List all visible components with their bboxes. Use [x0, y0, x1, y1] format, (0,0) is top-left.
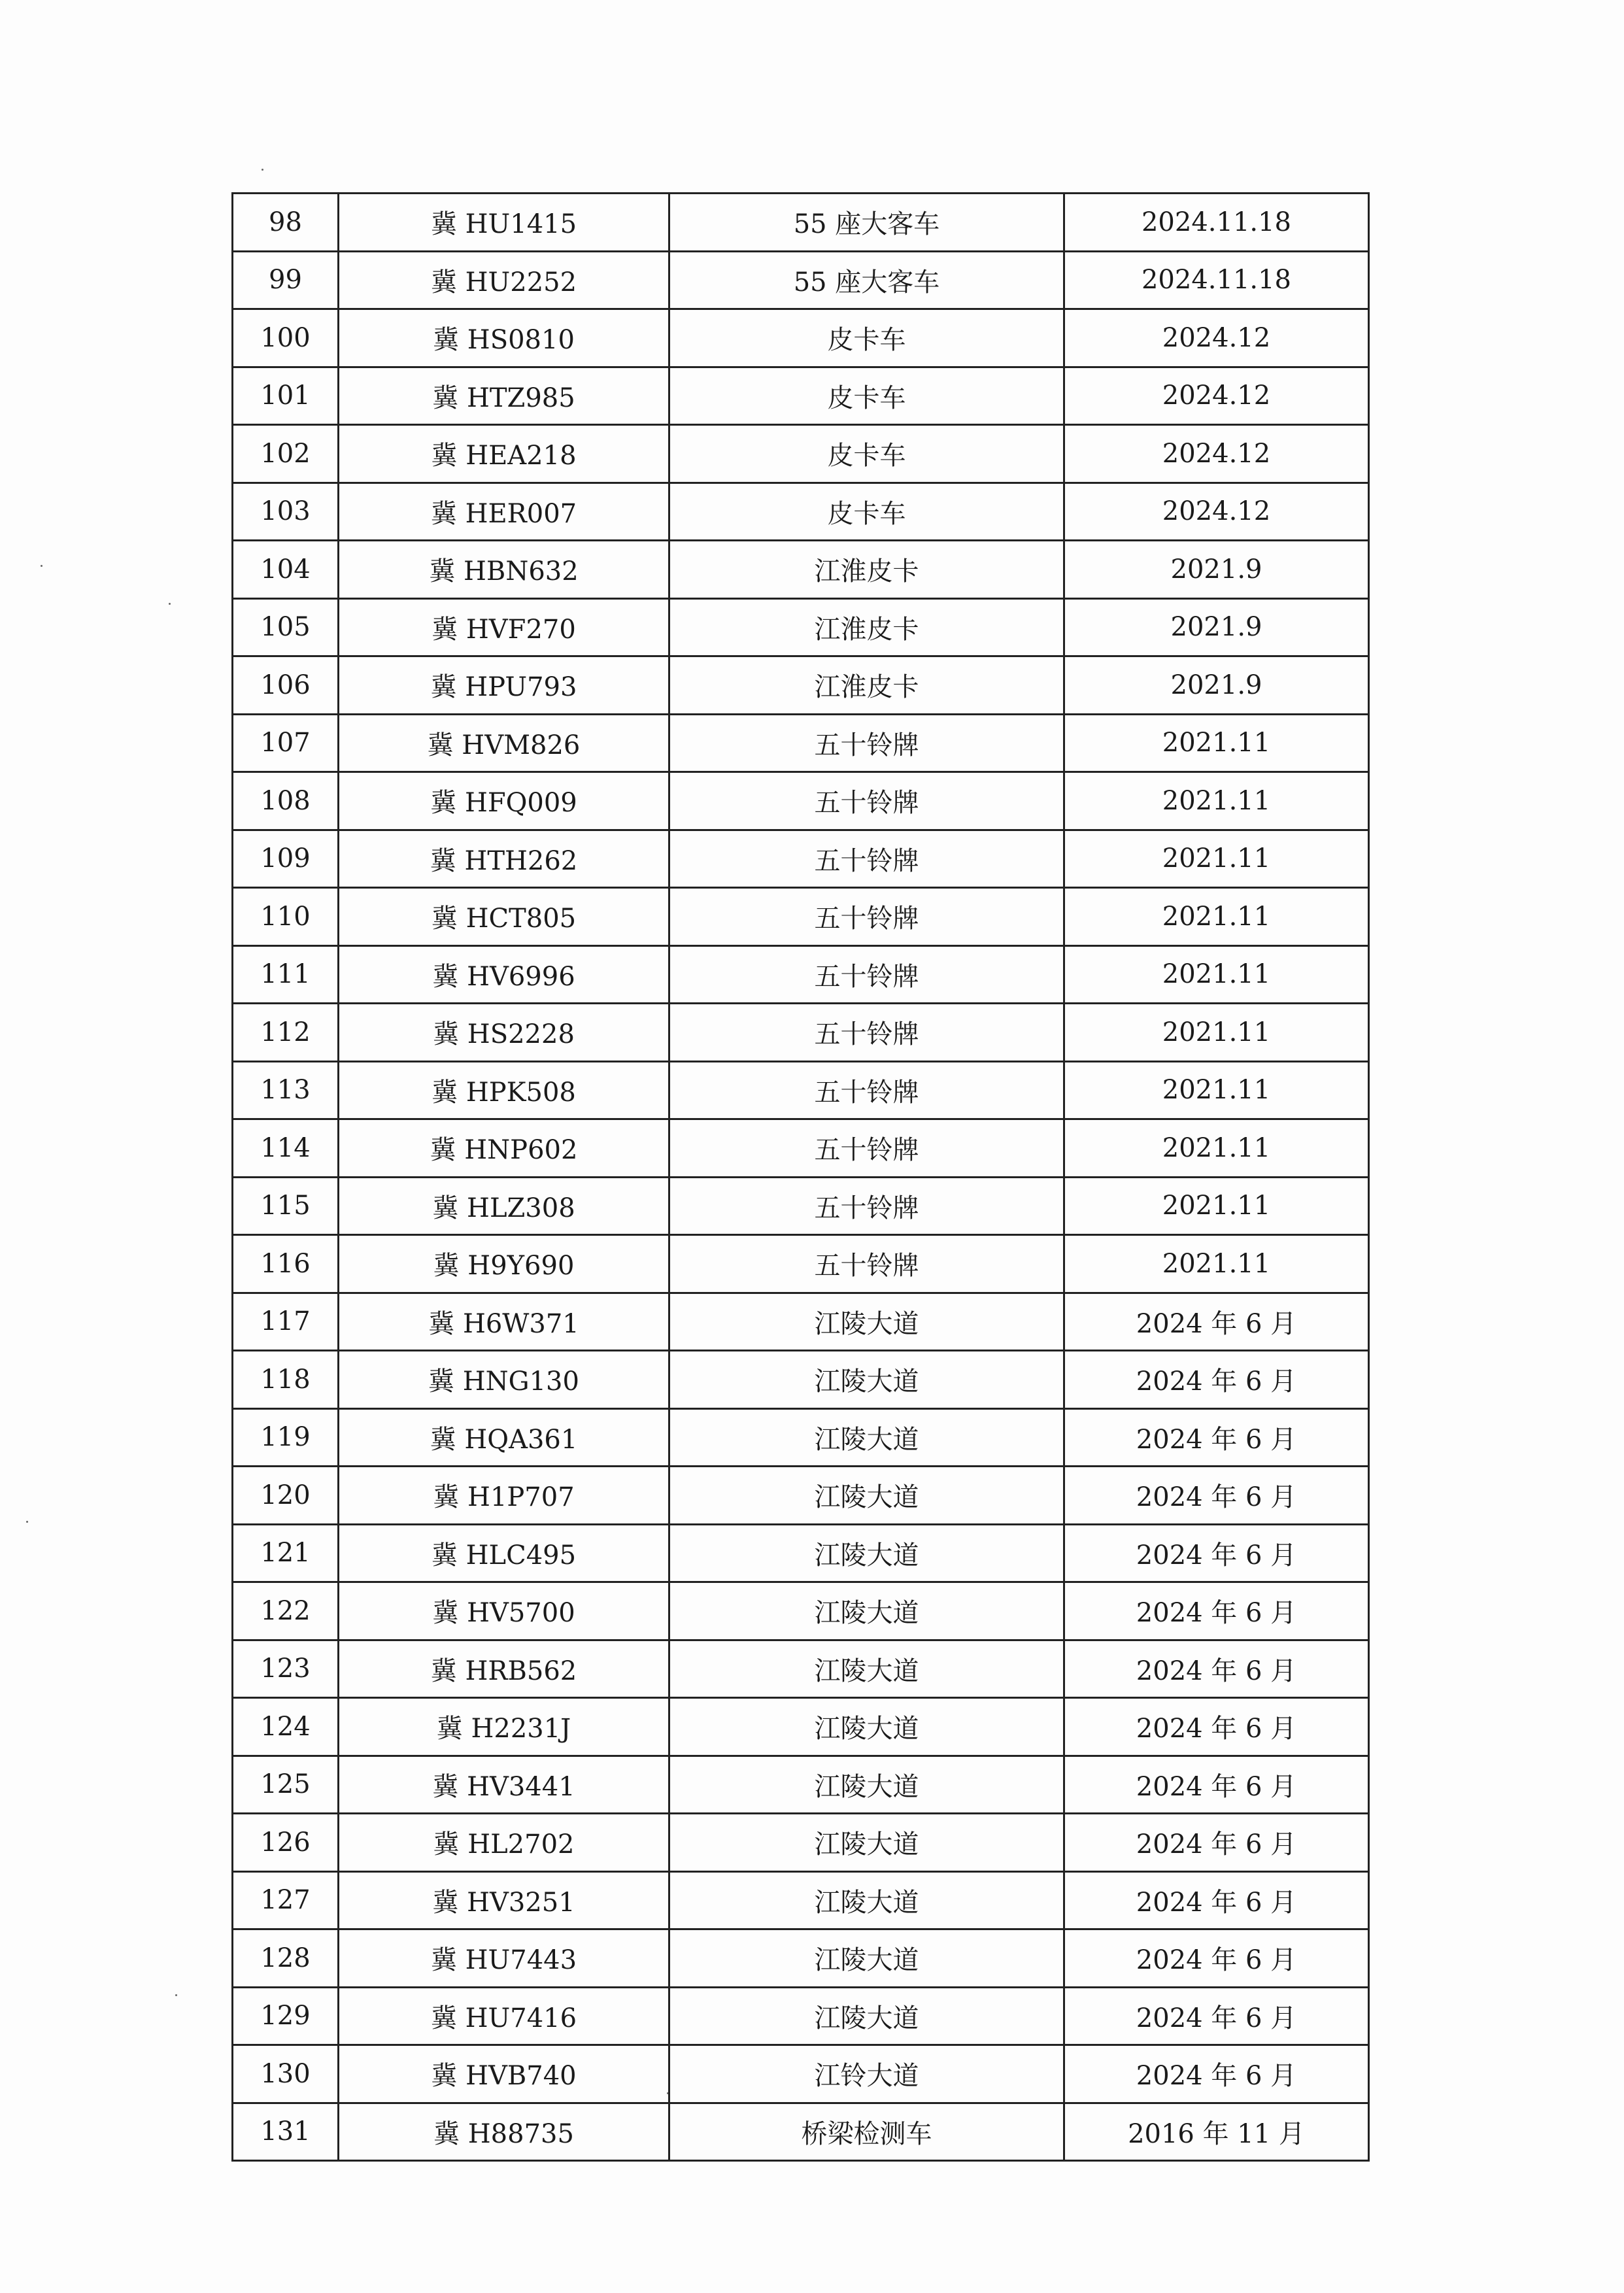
vehicle-type: 桥梁检测车	[669, 2103, 1064, 2161]
table-row	[233, 483, 1369, 541]
purchase-date: 2021.11	[1064, 830, 1369, 888]
table-row	[233, 1119, 1369, 1178]
purchase-date: 2024 年 6 月	[1064, 1293, 1369, 1351]
table-row	[233, 1061, 1369, 1119]
plate-number: 冀 HPK508	[339, 1061, 669, 1119]
table-row	[233, 1524, 1369, 1582]
plate-number: 冀 H1P707	[339, 1467, 669, 1525]
purchase-date: 2021.11	[1064, 1061, 1369, 1119]
vehicle-type: 江陵大道	[669, 1582, 1064, 1640]
table-row	[233, 1698, 1369, 1756]
purchase-date: 2021.11	[1064, 772, 1369, 830]
purchase-date: 2021.11	[1064, 1004, 1369, 1062]
vehicle-type: 江陵大道	[669, 1929, 1064, 1988]
vehicle-type: 江铃大道	[669, 2045, 1064, 2103]
vehicle-type: 皮卡车	[669, 483, 1064, 541]
row-number: 117	[233, 1293, 339, 1351]
vehicle-type: 55 座大客车	[669, 251, 1064, 309]
purchase-date: 2021.11	[1064, 1235, 1369, 1293]
table-row	[233, 714, 1369, 772]
vehicle-type: 江陵大道	[669, 1640, 1064, 1698]
vehicle-type: 江陵大道	[669, 1871, 1064, 1929]
table-row	[233, 1177, 1369, 1235]
vehicle-type: 江淮皮卡	[669, 541, 1064, 599]
row-number: 129	[233, 1987, 339, 2045]
purchase-date: 2024 年 6 月	[1064, 1467, 1369, 1525]
plate-number: 冀 HTH262	[339, 830, 669, 888]
purchase-date: 2024 年 6 月	[1064, 2045, 1369, 2103]
purchase-date: 2021.11	[1064, 714, 1369, 772]
vehicle-type: 五十铃牌	[669, 1004, 1064, 1062]
table-row	[233, 2045, 1369, 2103]
plate-number: 冀 HCT805	[339, 888, 669, 946]
vehicle-type: 江陵大道	[669, 1814, 1064, 1872]
vehicle-type: 皮卡车	[669, 425, 1064, 483]
row-number: 111	[233, 945, 339, 1004]
vehicle-type: 江陵大道	[669, 1293, 1064, 1351]
plate-number: 冀 HV3251	[339, 1871, 669, 1929]
table-row	[233, 945, 1369, 1004]
vehicle-type: 江陵大道	[669, 1698, 1064, 1756]
vehicle-type: 五十铃牌	[669, 945, 1064, 1004]
purchase-date: 2021.9	[1064, 598, 1369, 656]
plate-number: 冀 HV5700	[339, 1582, 669, 1640]
vehicle-type: 五十铃牌	[669, 1119, 1064, 1178]
row-number: 102	[233, 425, 339, 483]
vehicle-type: 江陵大道	[669, 1987, 1064, 2045]
purchase-date: 2024 年 6 月	[1064, 1408, 1369, 1467]
table-row	[233, 1293, 1369, 1351]
plate-number: 冀 HU7416	[339, 1987, 669, 2045]
plate-number: 冀 HEA218	[339, 425, 669, 483]
row-number: 98	[233, 194, 339, 252]
scan-speck	[262, 169, 263, 171]
purchase-date: 2024 年 6 月	[1064, 1351, 1369, 1409]
row-number: 124	[233, 1698, 339, 1756]
row-number: 130	[233, 2045, 339, 2103]
plate-number: 冀 HBN632	[339, 541, 669, 599]
row-number: 101	[233, 367, 339, 425]
vehicle-type: 江陵大道	[669, 1467, 1064, 1525]
purchase-date: 2024.11.18	[1064, 251, 1369, 309]
plate-number: 冀 HFQ009	[339, 772, 669, 830]
purchase-date: 2016 年 11 月	[1064, 2103, 1369, 2161]
table-row	[233, 1871, 1369, 1929]
scan-speck	[175, 1994, 177, 1996]
purchase-date: 2024 年 6 月	[1064, 1929, 1369, 1988]
plate-number: 冀 HU7443	[339, 1929, 669, 1988]
plate-number: 冀 HS2228	[339, 1004, 669, 1062]
vehicle-type: 五十铃牌	[669, 1177, 1064, 1235]
row-number: 105	[233, 598, 339, 656]
vehicle-type: 江淮皮卡	[669, 598, 1064, 656]
table-row	[233, 888, 1369, 946]
vehicle-type: 五十铃牌	[669, 830, 1064, 888]
row-number: 107	[233, 714, 339, 772]
scan-speck	[26, 1521, 28, 1523]
row-number: 106	[233, 656, 339, 715]
plate-number: 冀 HL2702	[339, 1814, 669, 1872]
plate-number: 冀 HQA361	[339, 1408, 669, 1467]
table-row	[233, 251, 1369, 309]
plate-number: 冀 HTZ985	[339, 367, 669, 425]
vehicle-type: 江陵大道	[669, 1351, 1064, 1409]
purchase-date: 2024 年 6 月	[1064, 1698, 1369, 1756]
row-number: 123	[233, 1640, 339, 1698]
plate-number: 冀 HNP602	[339, 1119, 669, 1178]
purchase-date: 2024 年 6 月	[1064, 1871, 1369, 1929]
purchase-date: 2024.12	[1064, 309, 1369, 367]
table-row	[233, 367, 1369, 425]
purchase-date: 2024 年 6 月	[1064, 1814, 1369, 1872]
table-row	[233, 541, 1369, 599]
purchase-date: 2021.11	[1064, 1119, 1369, 1178]
table-row	[233, 772, 1369, 830]
table-row	[233, 1756, 1369, 1814]
purchase-date: 2021.11	[1064, 888, 1369, 946]
table-row	[233, 1408, 1369, 1467]
table-row	[233, 309, 1369, 367]
vehicle-type: 五十铃牌	[669, 888, 1064, 946]
plate-number: 冀 HVM826	[339, 714, 669, 772]
purchase-date: 2021.11	[1064, 1177, 1369, 1235]
scan-speck	[41, 565, 42, 567]
vehicle-type: 皮卡车	[669, 309, 1064, 367]
purchase-date: 2024 年 6 月	[1064, 1756, 1369, 1814]
row-number: 115	[233, 1177, 339, 1235]
row-number: 112	[233, 1004, 339, 1062]
purchase-date: 2021.9	[1064, 541, 1369, 599]
table-row	[233, 194, 1369, 252]
purchase-date: 2024.12	[1064, 425, 1369, 483]
plate-number: 冀 HVF270	[339, 598, 669, 656]
table-row	[233, 425, 1369, 483]
row-number: 100	[233, 309, 339, 367]
plate-number: 冀 H9Y690	[339, 1235, 669, 1293]
vehicle-type: 江陵大道	[669, 1408, 1064, 1467]
purchase-date: 2024.12	[1064, 367, 1369, 425]
purchase-date: 2021.9	[1064, 656, 1369, 715]
row-number: 116	[233, 1235, 339, 1293]
vehicle-table	[231, 192, 1370, 2162]
purchase-date: 2024.12	[1064, 483, 1369, 541]
row-number: 109	[233, 830, 339, 888]
table-row	[233, 1467, 1369, 1525]
table-row	[233, 1987, 1369, 2045]
row-number: 122	[233, 1582, 339, 1640]
row-number: 126	[233, 1814, 339, 1872]
vehicle-type: 江陵大道	[669, 1524, 1064, 1582]
purchase-date: 2024 年 6 月	[1064, 1987, 1369, 2045]
plate-number: 冀 HV3441	[339, 1756, 669, 1814]
row-number: 104	[233, 541, 339, 599]
purchase-date: 2024 年 6 月	[1064, 1582, 1369, 1640]
row-number: 108	[233, 772, 339, 830]
vehicle-type: 江淮皮卡	[669, 656, 1064, 715]
row-number: 103	[233, 483, 339, 541]
table-row	[233, 830, 1369, 888]
plate-number: 冀 HU1415	[339, 194, 669, 252]
scan-speck	[169, 603, 171, 605]
table-row	[233, 1640, 1369, 1698]
plate-number: 冀 HS0810	[339, 309, 669, 367]
purchase-date: 2024.11.18	[1064, 194, 1369, 252]
plate-number: 冀 HNG130	[339, 1351, 669, 1409]
plate-number: 冀 HU2252	[339, 251, 669, 309]
purchase-date: 2024 年 6 月	[1064, 1640, 1369, 1698]
row-number: 127	[233, 1871, 339, 1929]
plate-number: 冀 HER007	[339, 483, 669, 541]
plate-number: 冀 HV6996	[339, 945, 669, 1004]
row-number: 118	[233, 1351, 339, 1409]
table-row	[233, 1582, 1369, 1640]
vehicle-type: 五十铃牌	[669, 1061, 1064, 1119]
purchase-date: 2024 年 6 月	[1064, 1524, 1369, 1582]
table-row	[233, 2103, 1369, 2161]
vehicle-type: 五十铃牌	[669, 714, 1064, 772]
row-number: 113	[233, 1061, 339, 1119]
table-row	[233, 1235, 1369, 1293]
row-number: 114	[233, 1119, 339, 1178]
row-number: 120	[233, 1467, 339, 1525]
vehicle-type: 皮卡车	[669, 367, 1064, 425]
plate-number: 冀 HVB740	[339, 2045, 669, 2103]
row-number: 119	[233, 1408, 339, 1467]
row-number: 110	[233, 888, 339, 946]
row-number: 131	[233, 2103, 339, 2161]
table-row	[233, 1814, 1369, 1872]
vehicle-table-body	[233, 194, 1369, 2161]
table-row	[233, 1929, 1369, 1988]
vehicle-type: 江陵大道	[669, 1756, 1064, 1814]
plate-number: 冀 HRB562	[339, 1640, 669, 1698]
row-number: 128	[233, 1929, 339, 1988]
vehicle-type: 五十铃牌	[669, 772, 1064, 830]
plate-number: 冀 H88735	[339, 2103, 669, 2161]
table-row	[233, 598, 1369, 656]
table-row	[233, 1004, 1369, 1062]
row-number: 125	[233, 1756, 339, 1814]
plate-number: 冀 HLC495	[339, 1524, 669, 1582]
plate-number: 冀 HLZ308	[339, 1177, 669, 1235]
table-row	[233, 1351, 1369, 1409]
plate-number: 冀 HPU793	[339, 656, 669, 715]
plate-number: 冀 H6W371	[339, 1293, 669, 1351]
table-row	[233, 656, 1369, 715]
plate-number: 冀 H2231J	[339, 1698, 669, 1756]
purchase-date: 2021.11	[1064, 945, 1369, 1004]
vehicle-type: 五十铃牌	[669, 1235, 1064, 1293]
vehicle-type: 55 座大客车	[669, 194, 1064, 252]
row-number: 99	[233, 251, 339, 309]
row-number: 121	[233, 1524, 339, 1582]
